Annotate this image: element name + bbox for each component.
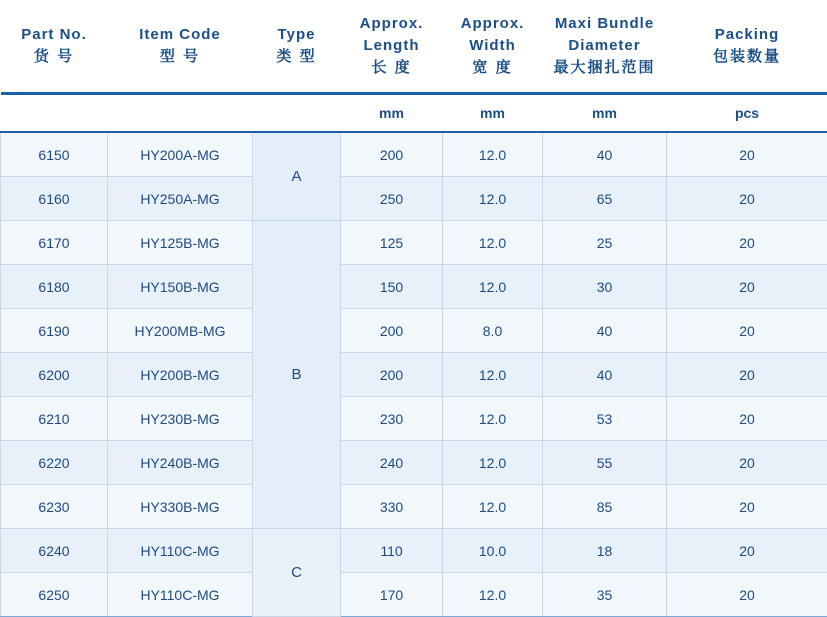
cell-length: 240 [341, 441, 443, 485]
header-packing-en: Packing [671, 24, 824, 46]
cell-length: 200 [341, 353, 443, 397]
header-item-code-cn: 型 号 [112, 46, 249, 68]
cell-width: 12.0 [443, 265, 543, 309]
header-width-cn: 宽 度 [447, 57, 539, 79]
cell-width: 12.0 [443, 485, 543, 529]
header-bundle-diameter [543, 0, 667, 94]
header-type-en: Type [257, 24, 337, 46]
cell-packing: 20 [667, 529, 827, 573]
cell-length: 200 [341, 132, 443, 177]
table-row [1, 132, 827, 177]
header-item-code [108, 0, 253, 94]
cell-length: 200 [341, 309, 443, 353]
table-body [1, 132, 827, 617]
header-width [443, 0, 543, 94]
cell-type: B [253, 221, 341, 529]
header-length-cn: 长 度 [345, 57, 439, 79]
header-bundle-diameter-en: Maxi Bundle Diameter [547, 13, 663, 57]
table-row [1, 529, 827, 573]
cell-bundle-diameter: 30 [543, 265, 667, 309]
cell-width: 12.0 [443, 397, 543, 441]
cell-packing: 20 [667, 397, 827, 441]
header-type [253, 0, 341, 94]
table-row [1, 441, 827, 485]
cell-item-code: HY110C-MG [108, 573, 253, 617]
table-row [1, 397, 827, 441]
cell-item-code: HY230B-MG [108, 397, 253, 441]
cell-width: 12.0 [443, 441, 543, 485]
header-row-units [1, 94, 827, 133]
cell-part-no: 6250 [1, 573, 108, 617]
unit-length: mm [341, 94, 443, 133]
cell-item-code: HY240B-MG [108, 441, 253, 485]
cell-item-code: HY250A-MG [108, 177, 253, 221]
unit-width: mm [443, 94, 543, 133]
cell-length: 250 [341, 177, 443, 221]
header-packing-cn: 包装数量 [671, 46, 824, 68]
cell-packing: 20 [667, 265, 827, 309]
cell-bundle-diameter: 85 [543, 485, 667, 529]
cell-part-no: 6190 [1, 309, 108, 353]
cell-length: 110 [341, 529, 443, 573]
header-width-en: Approx. Width [447, 13, 539, 57]
cell-item-code: HY200A-MG [108, 132, 253, 177]
header-length-en: Approx. Length [345, 13, 439, 57]
unit-bundle-diameter: mm [543, 94, 667, 133]
header-bundle-diameter-cn: 最大捆扎范围 [547, 57, 663, 79]
header-part-no [1, 0, 108, 94]
cell-bundle-diameter: 53 [543, 397, 667, 441]
cell-packing: 20 [667, 441, 827, 485]
table-row [1, 485, 827, 529]
cell-item-code: HY200B-MG [108, 353, 253, 397]
cell-part-no: 6230 [1, 485, 108, 529]
cell-bundle-diameter: 40 [543, 353, 667, 397]
cell-part-no: 6240 [1, 529, 108, 573]
cell-width: 12.0 [443, 132, 543, 177]
table-header [1, 0, 827, 132]
cell-item-code: HY200MB-MG [108, 309, 253, 353]
cell-packing: 20 [667, 309, 827, 353]
cell-item-code: HY110C-MG [108, 529, 253, 573]
cell-part-no: 6160 [1, 177, 108, 221]
header-item-code-en: Item Code [112, 24, 249, 46]
cell-packing: 20 [667, 221, 827, 265]
cell-item-code: HY150B-MG [108, 265, 253, 309]
cell-width: 8.0 [443, 309, 543, 353]
cell-item-code: HY330B-MG [108, 485, 253, 529]
cell-length: 330 [341, 485, 443, 529]
unit-part-no [1, 94, 108, 133]
cell-packing: 20 [667, 353, 827, 397]
cell-part-no: 6170 [1, 221, 108, 265]
cell-bundle-diameter: 40 [543, 132, 667, 177]
table-row [1, 265, 827, 309]
cell-bundle-diameter: 18 [543, 529, 667, 573]
header-packing [667, 0, 827, 94]
cell-part-no: 6150 [1, 132, 108, 177]
cell-length: 170 [341, 573, 443, 617]
cell-length: 230 [341, 397, 443, 441]
cell-length: 125 [341, 221, 443, 265]
cell-packing: 20 [667, 132, 827, 177]
cell-part-no: 6220 [1, 441, 108, 485]
cell-packing: 20 [667, 573, 827, 617]
table-row [1, 221, 827, 265]
cell-packing: 20 [667, 485, 827, 529]
header-length [341, 0, 443, 94]
cell-type: A [253, 132, 341, 221]
cell-part-no: 6200 [1, 353, 108, 397]
cell-part-no: 6180 [1, 265, 108, 309]
table-row [1, 309, 827, 353]
header-part-no-en: Part No. [5, 24, 104, 46]
unit-type [253, 94, 341, 133]
header-row-titles [1, 0, 827, 94]
cell-width: 12.0 [443, 353, 543, 397]
cell-packing: 20 [667, 177, 827, 221]
header-part-no-cn: 货 号 [5, 46, 104, 68]
table-row [1, 573, 827, 617]
cell-item-code: HY125B-MG [108, 221, 253, 265]
header-type-cn: 类 型 [257, 46, 337, 68]
cell-width: 12.0 [443, 221, 543, 265]
cell-bundle-diameter: 25 [543, 221, 667, 265]
cell-length: 150 [341, 265, 443, 309]
cell-bundle-diameter: 40 [543, 309, 667, 353]
table-row [1, 353, 827, 397]
cell-width: 10.0 [443, 529, 543, 573]
unit-item-code [108, 94, 253, 133]
cell-part-no: 6210 [1, 397, 108, 441]
cell-bundle-diameter: 55 [543, 441, 667, 485]
cell-bundle-diameter: 65 [543, 177, 667, 221]
unit-packing: pcs [667, 94, 827, 133]
cell-width: 12.0 [443, 177, 543, 221]
cell-type: C [253, 529, 341, 617]
table-row [1, 177, 827, 221]
cell-width: 12.0 [443, 573, 543, 617]
cell-bundle-diameter: 35 [543, 573, 667, 617]
